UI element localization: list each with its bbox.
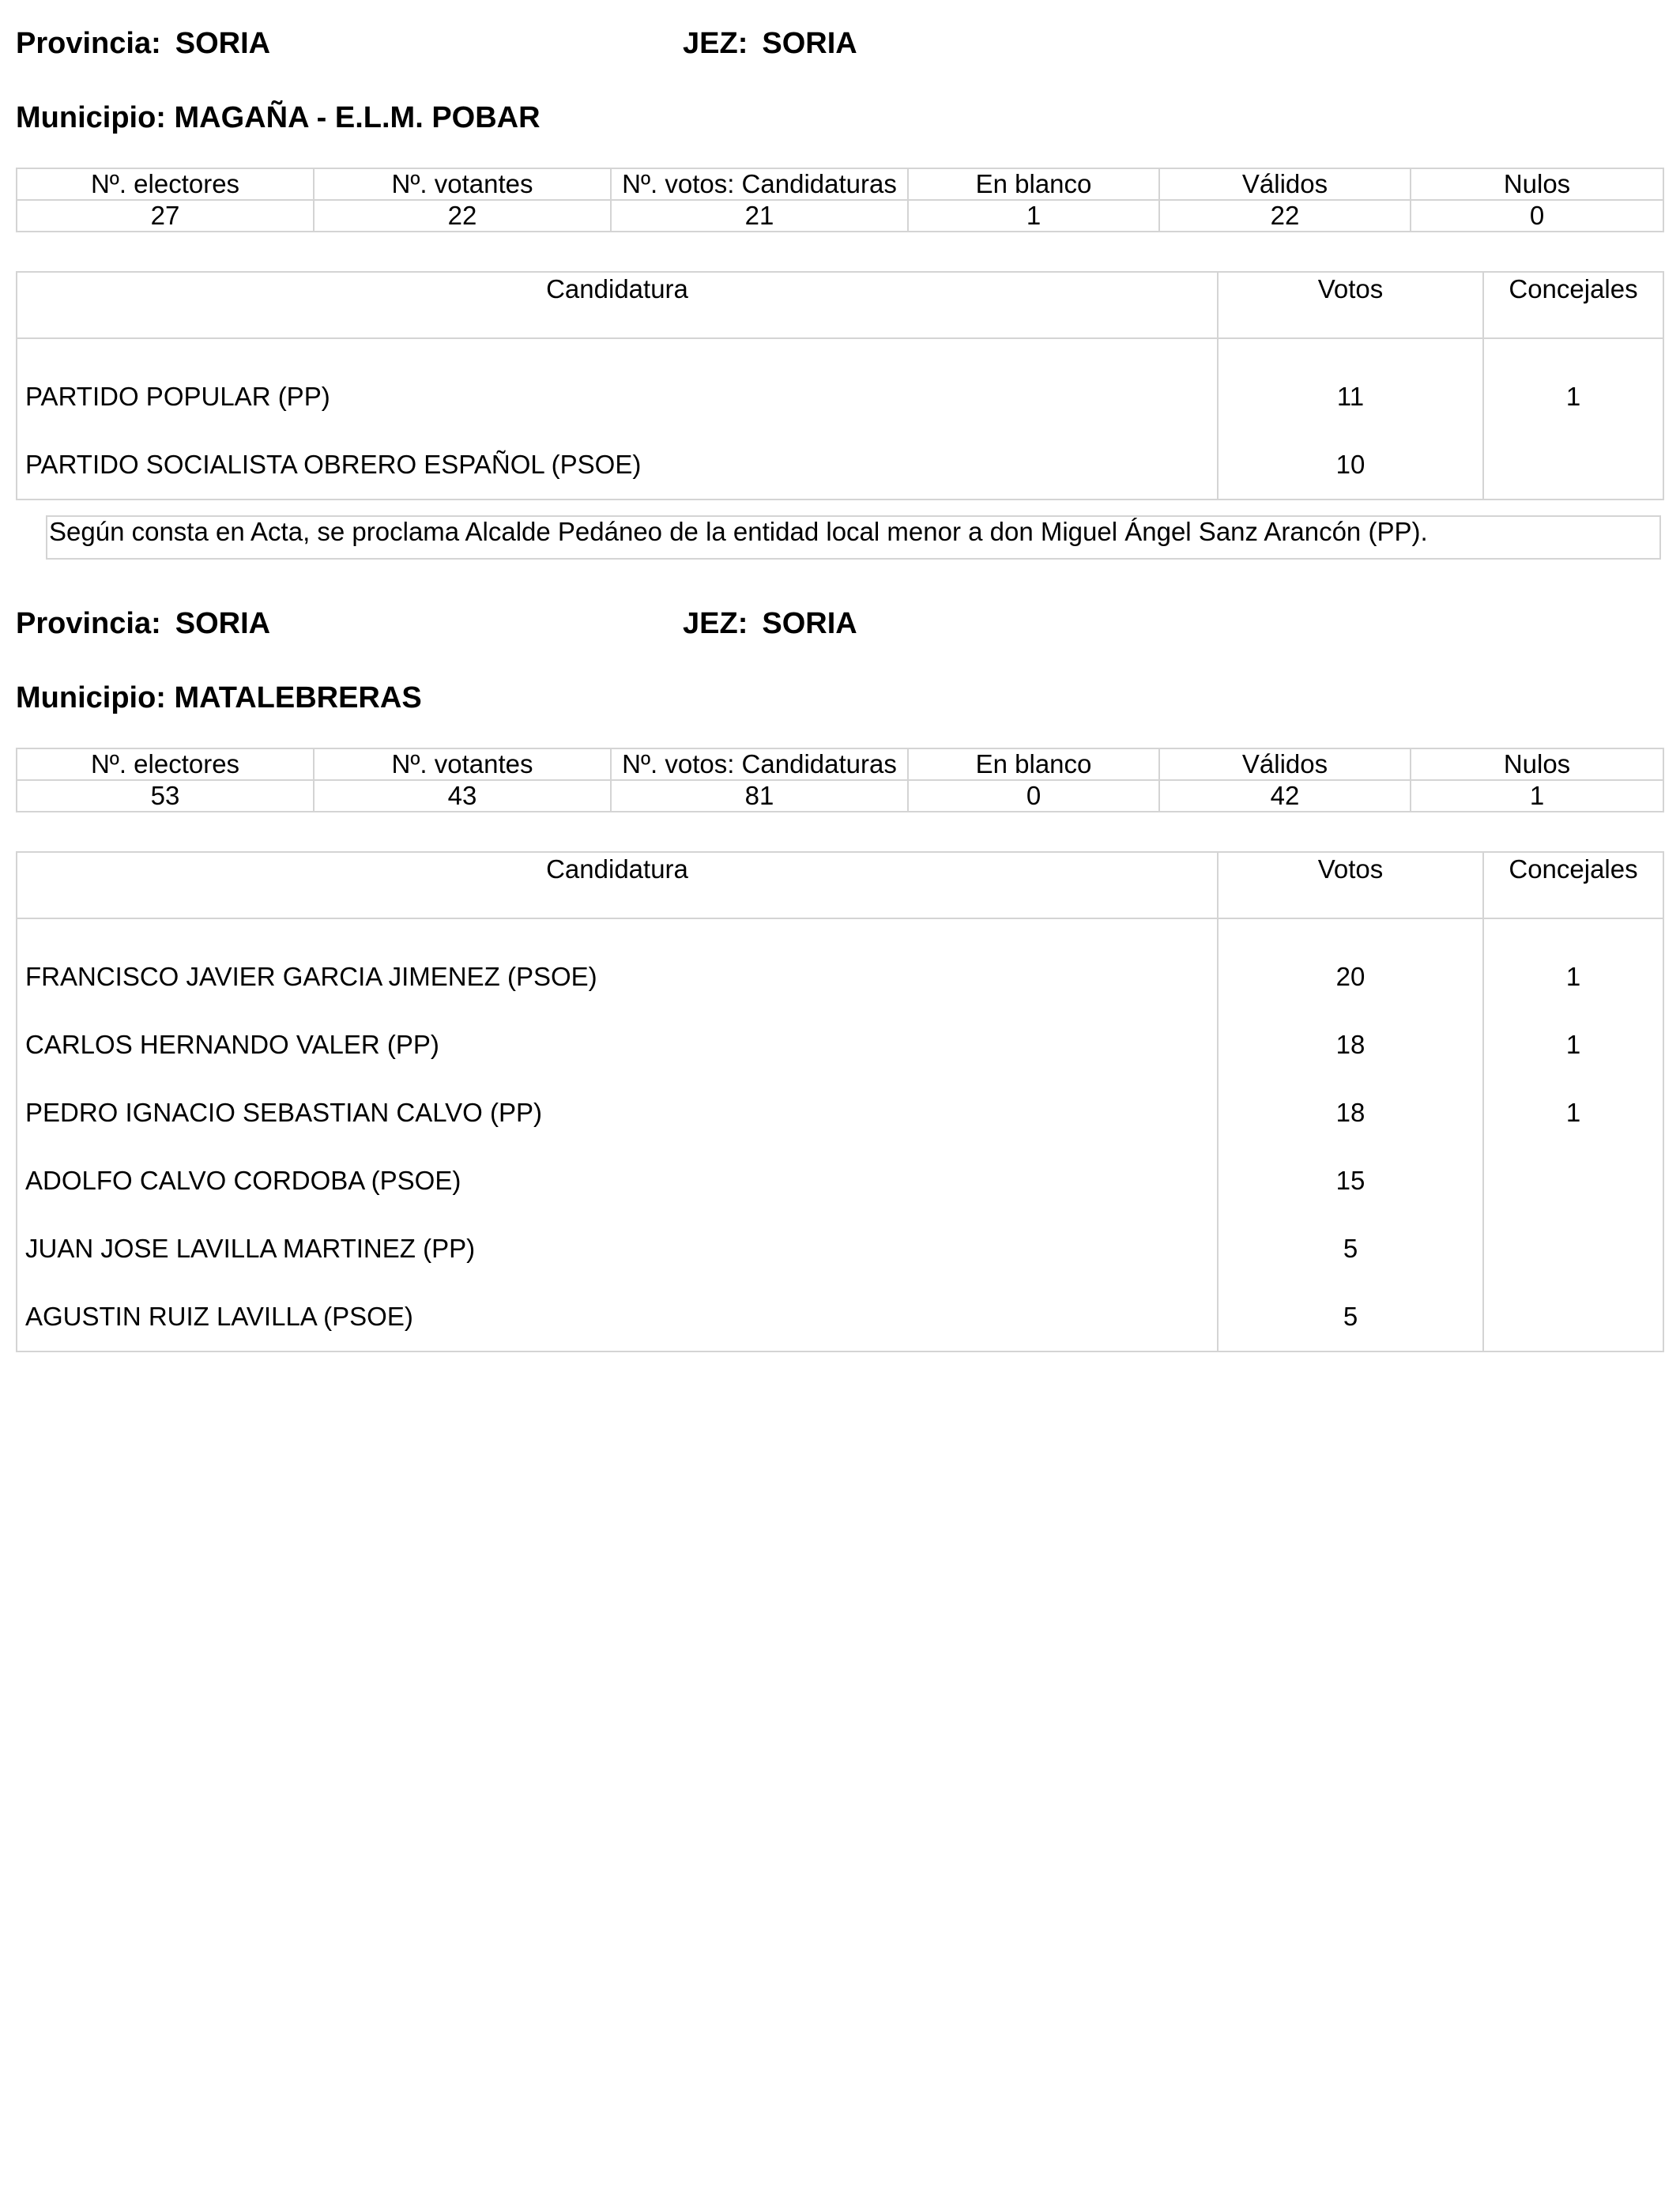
summary-table <box>16 168 1664 232</box>
header-candidatura: Candidatura <box>17 272 1218 338</box>
value-nulos: 0 <box>1411 200 1663 232</box>
candidate-name: PARTIDO POPULAR (PP) <box>17 338 1218 431</box>
candidate-seats: 1 <box>1483 1079 1663 1147</box>
value-votantes: 22 <box>314 200 611 232</box>
header-votantes: Nº. votantes <box>314 168 611 200</box>
candidate-votes: 5 <box>1218 1283 1483 1351</box>
jez-heading <box>683 605 857 642</box>
municipio-value: MAGAÑA - E.L.M. POBAR <box>174 101 541 134</box>
header-en-blanco: En blanco <box>908 748 1159 780</box>
candidates-table <box>16 271 1664 500</box>
provincia-value: SORIA <box>175 607 271 640</box>
jez-heading <box>683 25 857 62</box>
header-concejales: Concejales <box>1483 852 1663 918</box>
value-electores: 53 <box>17 780 314 812</box>
candidate-seats <box>1483 1215 1663 1283</box>
header-votos-candidaturas: Nº. votos: Candidaturas <box>611 168 908 200</box>
candidate-votes: 18 <box>1218 1011 1483 1079</box>
header-votos-candidaturas: Nº. votos: Candidaturas <box>611 748 908 780</box>
provincia-heading <box>16 25 270 62</box>
candidate-seats <box>1483 1283 1663 1351</box>
municipio-value: MATALEBRERAS <box>174 681 422 714</box>
table-row <box>17 338 1663 431</box>
value-en-blanco: 0 <box>908 780 1159 812</box>
header-nulos: Nulos <box>1411 748 1663 780</box>
candidate-seats: 1 <box>1483 918 1663 1011</box>
header-en-blanco: En blanco <box>908 168 1159 200</box>
summary-value-row <box>17 200 1663 232</box>
municipio-label: Municipio: <box>16 681 166 714</box>
table-row <box>17 1079 1663 1147</box>
value-votantes: 43 <box>314 780 611 812</box>
summary-header-row <box>17 168 1663 200</box>
municipio-label: Municipio: <box>16 101 166 134</box>
table-row <box>17 1011 1663 1079</box>
candidates-table <box>16 851 1664 1352</box>
candidates-header-row <box>17 852 1663 918</box>
table-row <box>17 1147 1663 1215</box>
value-nulos: 1 <box>1411 780 1663 812</box>
jez-label: JEZ: <box>683 27 748 60</box>
municipio-heading <box>16 100 541 136</box>
candidate-name: ADOLFO CALVO CORDOBA (PSOE) <box>17 1147 1218 1215</box>
candidate-votes: 18 <box>1218 1079 1483 1147</box>
provincia-label: Provincia: <box>16 27 161 60</box>
candidate-votes: 20 <box>1218 918 1483 1011</box>
header-electores: Nº. electores <box>17 748 314 780</box>
value-electores: 27 <box>17 200 314 232</box>
header-validos: Válidos <box>1159 168 1411 200</box>
header-nulos: Nulos <box>1411 168 1663 200</box>
jez-value: SORIA <box>762 607 857 640</box>
provincia-label: Provincia: <box>16 607 161 640</box>
table-row <box>17 431 1663 499</box>
proclamation-note: Según consta en Acta, se proclama Alcalde Pedáneo de la entidad local menor a don Miguel Ángel Sanz Arancón (PP). <box>46 515 1661 560</box>
header-validos: Válidos <box>1159 748 1411 780</box>
summary-table <box>16 748 1664 812</box>
candidate-name: PARTIDO SOCIALISTA OBRERO ESPAÑOL (PSOE) <box>17 431 1218 499</box>
candidates-header-row <box>17 272 1663 338</box>
candidate-name: JUAN JOSE LAVILLA MARTINEZ (PP) <box>17 1215 1218 1283</box>
candidate-votes: 11 <box>1218 338 1483 431</box>
summary-value-row <box>17 780 1663 812</box>
jez-value: SORIA <box>762 27 857 60</box>
candidate-votes: 15 <box>1218 1147 1483 1215</box>
value-validos: 42 <box>1159 780 1411 812</box>
value-votos-candidaturas: 81 <box>611 780 908 812</box>
candidate-seats <box>1483 431 1663 499</box>
header-electores: Nº. electores <box>17 168 314 200</box>
summary-header-row <box>17 748 1663 780</box>
candidate-name: PEDRO IGNACIO SEBASTIAN CALVO (PP) <box>17 1079 1218 1147</box>
provincia-value: SORIA <box>175 27 271 60</box>
value-votos-candidaturas: 21 <box>611 200 908 232</box>
header-concejales: Concejales <box>1483 272 1663 338</box>
municipio-heading <box>16 680 422 716</box>
value-en-blanco: 1 <box>908 200 1159 232</box>
table-row <box>17 1283 1663 1351</box>
candidate-name: AGUSTIN RUIZ LAVILLA (PSOE) <box>17 1283 1218 1351</box>
candidate-votes: 5 <box>1218 1215 1483 1283</box>
jez-label: JEZ: <box>683 607 748 640</box>
table-row <box>17 918 1663 1011</box>
value-validos: 22 <box>1159 200 1411 232</box>
header-votantes: Nº. votantes <box>314 748 611 780</box>
header-votos: Votos <box>1218 272 1483 338</box>
candidate-seats <box>1483 1147 1663 1215</box>
provincia-heading <box>16 605 270 642</box>
candidate-seats: 1 <box>1483 338 1663 431</box>
table-row <box>17 1215 1663 1283</box>
candidate-votes: 10 <box>1218 431 1483 499</box>
header-candidatura: Candidatura <box>17 852 1218 918</box>
candidate-name: FRANCISCO JAVIER GARCIA JIMENEZ (PSOE) <box>17 918 1218 1011</box>
header-votos: Votos <box>1218 852 1483 918</box>
candidate-seats: 1 <box>1483 1011 1663 1079</box>
candidate-name: CARLOS HERNANDO VALER (PP) <box>17 1011 1218 1079</box>
